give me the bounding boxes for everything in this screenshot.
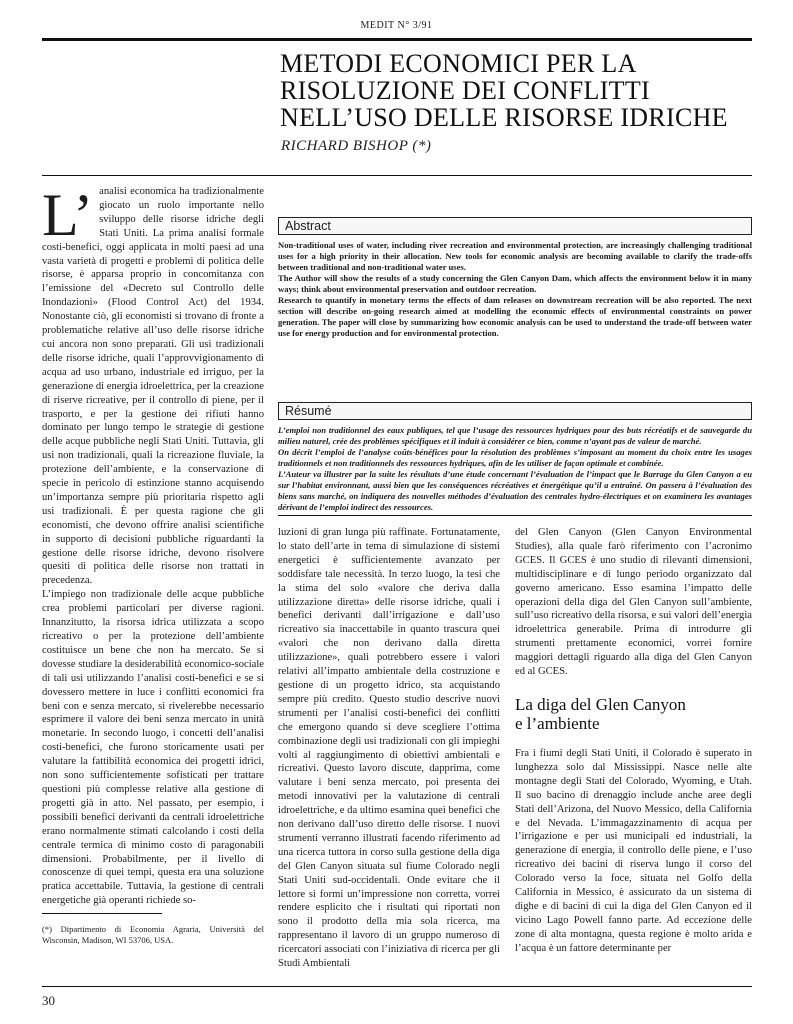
- header-rule: [42, 38, 752, 41]
- running-head: MEDIT N° 3/91: [360, 20, 433, 31]
- abstract-text: [278, 240, 752, 339]
- section-heading-line: e l’ambiente: [515, 713, 600, 733]
- title-line: METODI ECONOMICI PER LA: [280, 49, 637, 78]
- page-number: 30: [42, 993, 55, 1008]
- body-column-2: luzioni di gran lunga più raffinate. Fortunatamente, lo stato dell’arte in tema di simulazione di sistemi energetici è sufficientemente avanzato per soddisfare tale necessità. In terzo luogo, la tesi che la stima del solo «valore che deriva dalla utilizzazione diretta» delle risorse idriche, quali i benefici derivanti dall’irrigazione e dall’uso ricreativo sia inaccettabile in quanto trascura quei «valori che non derivano dalla diretta utilizzazione», quali potrebbero essere i valori relativi all’impatto ambientale della costruzione e gestione di un progetto idrico, sta acquistando sempre più credito. Questo studio descrive nuovi strumenti per l’analisi costi-benefici dei conflitti che emergono quando si deve scegliere l’ottima combinazione degli usi tradizionali con gli impieghi volti al raggiungimento di obiettivi ambientali e ricreativi. Questo lavoro discute, dapprima, come valutare i beni senza mercato, poi presenta dei metodi innovativi per la valutazione di centrali idroelettriche, e da ultimo esamina quei benefici che non derivano dall’uso diretto delle risorse. I nuovi strumenti verranno illustrati facendo riferimento ad una ricerca tuttora in corso sulla gestione della diga del Glen Canyon situata sul fiume Colorado negli Stati Uniti sud-occidentali. Onde evitare che il lettore si formi un’impressione non corretta, vorrei rendere esplicito che i risultati qui riportati non sono il prodotto della mia sola ricerca, ma rappresentano il lavoro di un gruppo numeroso di ricercatori associati con l’iniziativa di ricerca per gli Studi Ambientali: [278, 527, 500, 970]
- footnote-rule: [42, 913, 162, 914]
- abstract-heading: Abstract: [278, 217, 752, 235]
- body-paragraph: [42, 182, 264, 588]
- abstract-box: [278, 217, 752, 339]
- footnote: (*) Dipartimento di Economia Agraria, Università del Wisconsin, Madison, WI 53706, USA.: [42, 924, 264, 945]
- title-rule: [42, 175, 752, 176]
- section-heading-line: La diga del Glen Canyon: [515, 694, 686, 714]
- footer-rule: [42, 986, 752, 987]
- title-line: NELL’USO DELLE RISORSE IDRICHE: [280, 103, 728, 132]
- abstract-paragraph: Non-traditional uses of water, including river recreation and environmental protection, are increasingly challenging traditional uses for a high priority in their allocation. New tools for economic analysis are becoming available to clarify the trade-offs between traditional and non-traditional water uses.: [278, 240, 752, 272]
- resume-paragraph: L’emploi non traditionnel des eaux publiques, tel que l’usage des ressources hydriques pour des buts récréatifs et de sauvegarde du milieu naturel, crée des problèmes spécifiques et il induit à considérer ce bien, comme n’ayant pas de valeur de marché.: [278, 425, 752, 446]
- title-line: RISOLUZIONE DEI CONFLITTI: [280, 76, 651, 105]
- body-paragraph: L’impiego non tradizionale delle acque pubbliche crea problemi particolari per diverse ragioni. Innanzitutto, la risorsa idrica utilizzata a scopo ricreativo o per la protezione dell’ambiente costituisce un bene che non ha mercato. Se si dovesse studiare la desiderabilità economico-sociale di tali usi utilizzando l’analisi costi-benefici e se si dovessero mettere in luce i conflitti economici fra beni con e senza mercato, si rivelerebbe necessario esprimere il valore dei beni senza mercato in unità monetarie. In secondo luogo, i concetti dell’analisi costi-benefici, che furono storicamente usati per valutare la fattibilità economica dei progetti idrici, non sono sufficientemente sofisticati per trattare questioni più complesse relative alla gestione di progetti già in atto. Nel passato, per esempio, i possibili benefici derivanti da centrali idroelettriche erano normalmente stimati calcolando i costi della centrale termica di minimo costo di paragonabili dimensioni. Probabilmente, per il livello di conoscenze di quei tempi, questa era una soluzione pratica accettabile. Tuttavia, la gestione di centrali energetiche già operanti richiede so-: [42, 589, 264, 907]
- body-column-1: [42, 182, 264, 908]
- drop-cap: L’: [42, 182, 94, 248]
- resume-paragraph: L’Auteur va illustrer par la suite les résultats d’une étude concernant l’évaluation de l’impact que le Barrage du Glen Canyon a eu sur l’habitat environnant, aussi bien que les conséquences récréatives et énergétique qu’il a entraîné. On passera à l’évaluation des biens sans marché, on indiquera des nouvelles méthodes d’évaluation des centrales hydro-électriques et on examinera les avantages dérivant de l’emploi indirect des ressources.: [278, 469, 752, 512]
- abstract-paragraph: The Author will show the results of a study concerning the Glen Canyon Dam, which affects the environment below it in many ways; think about environmental preservation and outdoor recreation.: [278, 273, 752, 294]
- body-lead-text: analisi economica ha tradizionalmente giocato un ruolo importante nello sviluppo delle risorse idriche degli Stati Uniti. La prima analisi formale costi-benefici, oggi applicata in molti paesi ad una vasta varietà di progetti e problemi di politica delle risorse, è apparsa proprio in concomitanza con l’emissione del «Decreto sul Controllo delle Inondazioni» (Flood Control Act) del 1934. Nonostante ciò, gli economisti si trovano di fronte a problematiche relative all’uso delle risorse idriche cui ancora non sono preparati. Gli usi tradizionali delle risorse idriche, quali l’approvvigionamento di acqua ad uso urbano, industriale ed irriguo, per la generazione di energia idroelettrica, per la creazione di riserve ricreative, per il controllo di piene, per il trasporto, e per la gestione dei rifiuti hanno dominato per lungo tempo le strategie di gestione delle acque pubbliche negli Stati Uniti. Tuttavia, gli usi non tradizionali, quali la ricreazione fluviale, la protezione dell’ambiente, e la conservazione di specie in pericolo di estinzione stanno acquisendo un’importanza sempre più prioritaria rispetto agli usi tradizionali. È per questa ragione che gli economisti, che devono offrire analisi scientifiche in supporto di decisioni pubbliche riguardanti la gestione delle risorse idriche, devono risolvere quesiti di politica delle risorse non trattati in precedenza.: [42, 186, 264, 587]
- resume-text: [278, 425, 752, 513]
- resume-paragraph: On décrit l’emploi de l’analyse coûts-bénéfices pour la résolution des problèmes s’imposant au moment du choix entre les usages traditionnels et non traditionnels des ressources hydriques, afin de les utiliser de façon optimale et combinée.: [278, 447, 752, 468]
- section-heading: [515, 695, 752, 733]
- resume-box: [278, 402, 752, 513]
- body-paragraph: Fra i fiumi degli Stati Uniti, il Colorado è superato in lunghezza solo dal Mississippi. Nasce nelle alte montagne degli Stati del Colorado, Wyoming, e Utah. Il suo bacino di drenaggio include anche aree degli Stati dell’Arizona, del Nuovo Messico, della California e del Nevada. L’immagazzinamento di acqua per l’irrigazione e per usi municipali ed industriali, la generazione di energia, il controllo delle piene, e l’uso ricreativo dei bacini di riserva lungo il corso del Colorado verso la foce, situata nel Golfo della California in Messico, è assicurato da un sistema di dighe e di bacini di cui la diga del Glen Canyon ed il vicino Lago Powell fanno parte. Ad eccezione delle zone di alta montagna, questa regione è molto arida e l’acqua è un fattore determinante per: [515, 747, 752, 954]
- body-column-3: [515, 526, 752, 956]
- author-byline: RICHARD BISHOP (*): [281, 138, 432, 154]
- abstract-rule: [278, 515, 752, 516]
- resume-heading: Résumé: [278, 402, 752, 420]
- article-title: [280, 50, 750, 131]
- abstract-paragraph: Research to quantify in monetary terms the effects of dam releases on downstream recreation will be also reported. The next section will describe on-going research aimed at modelling the economic effects of environmental constraints on power generation. The paper will close by summarizing how economic analysis can be used to understand the trade-off between water use for energy production and for environmental protection.: [278, 295, 752, 338]
- body-paragraph: del Glen Canyon (Glen Canyon Environmental Studies), alla quale farò riferimento con l’acronimo GCES. Il GCES è uno studio di rilevanti dimensioni, multidisciplinare e di lungo periodo organizzato dal governo americano. Esso esamina l’impatto delle operazioni della diga del Glen Canyon sull’ambiente, sull’uso ricreativo della risorsa, e sui valori dell’energia idroelettrica generabile. Prima di introdurre gli strumenti prettamente economici, vorrei fornire maggiori dettagli riguardo alla diga del Glen Canyon ed al GCES.: [515, 527, 752, 678]
